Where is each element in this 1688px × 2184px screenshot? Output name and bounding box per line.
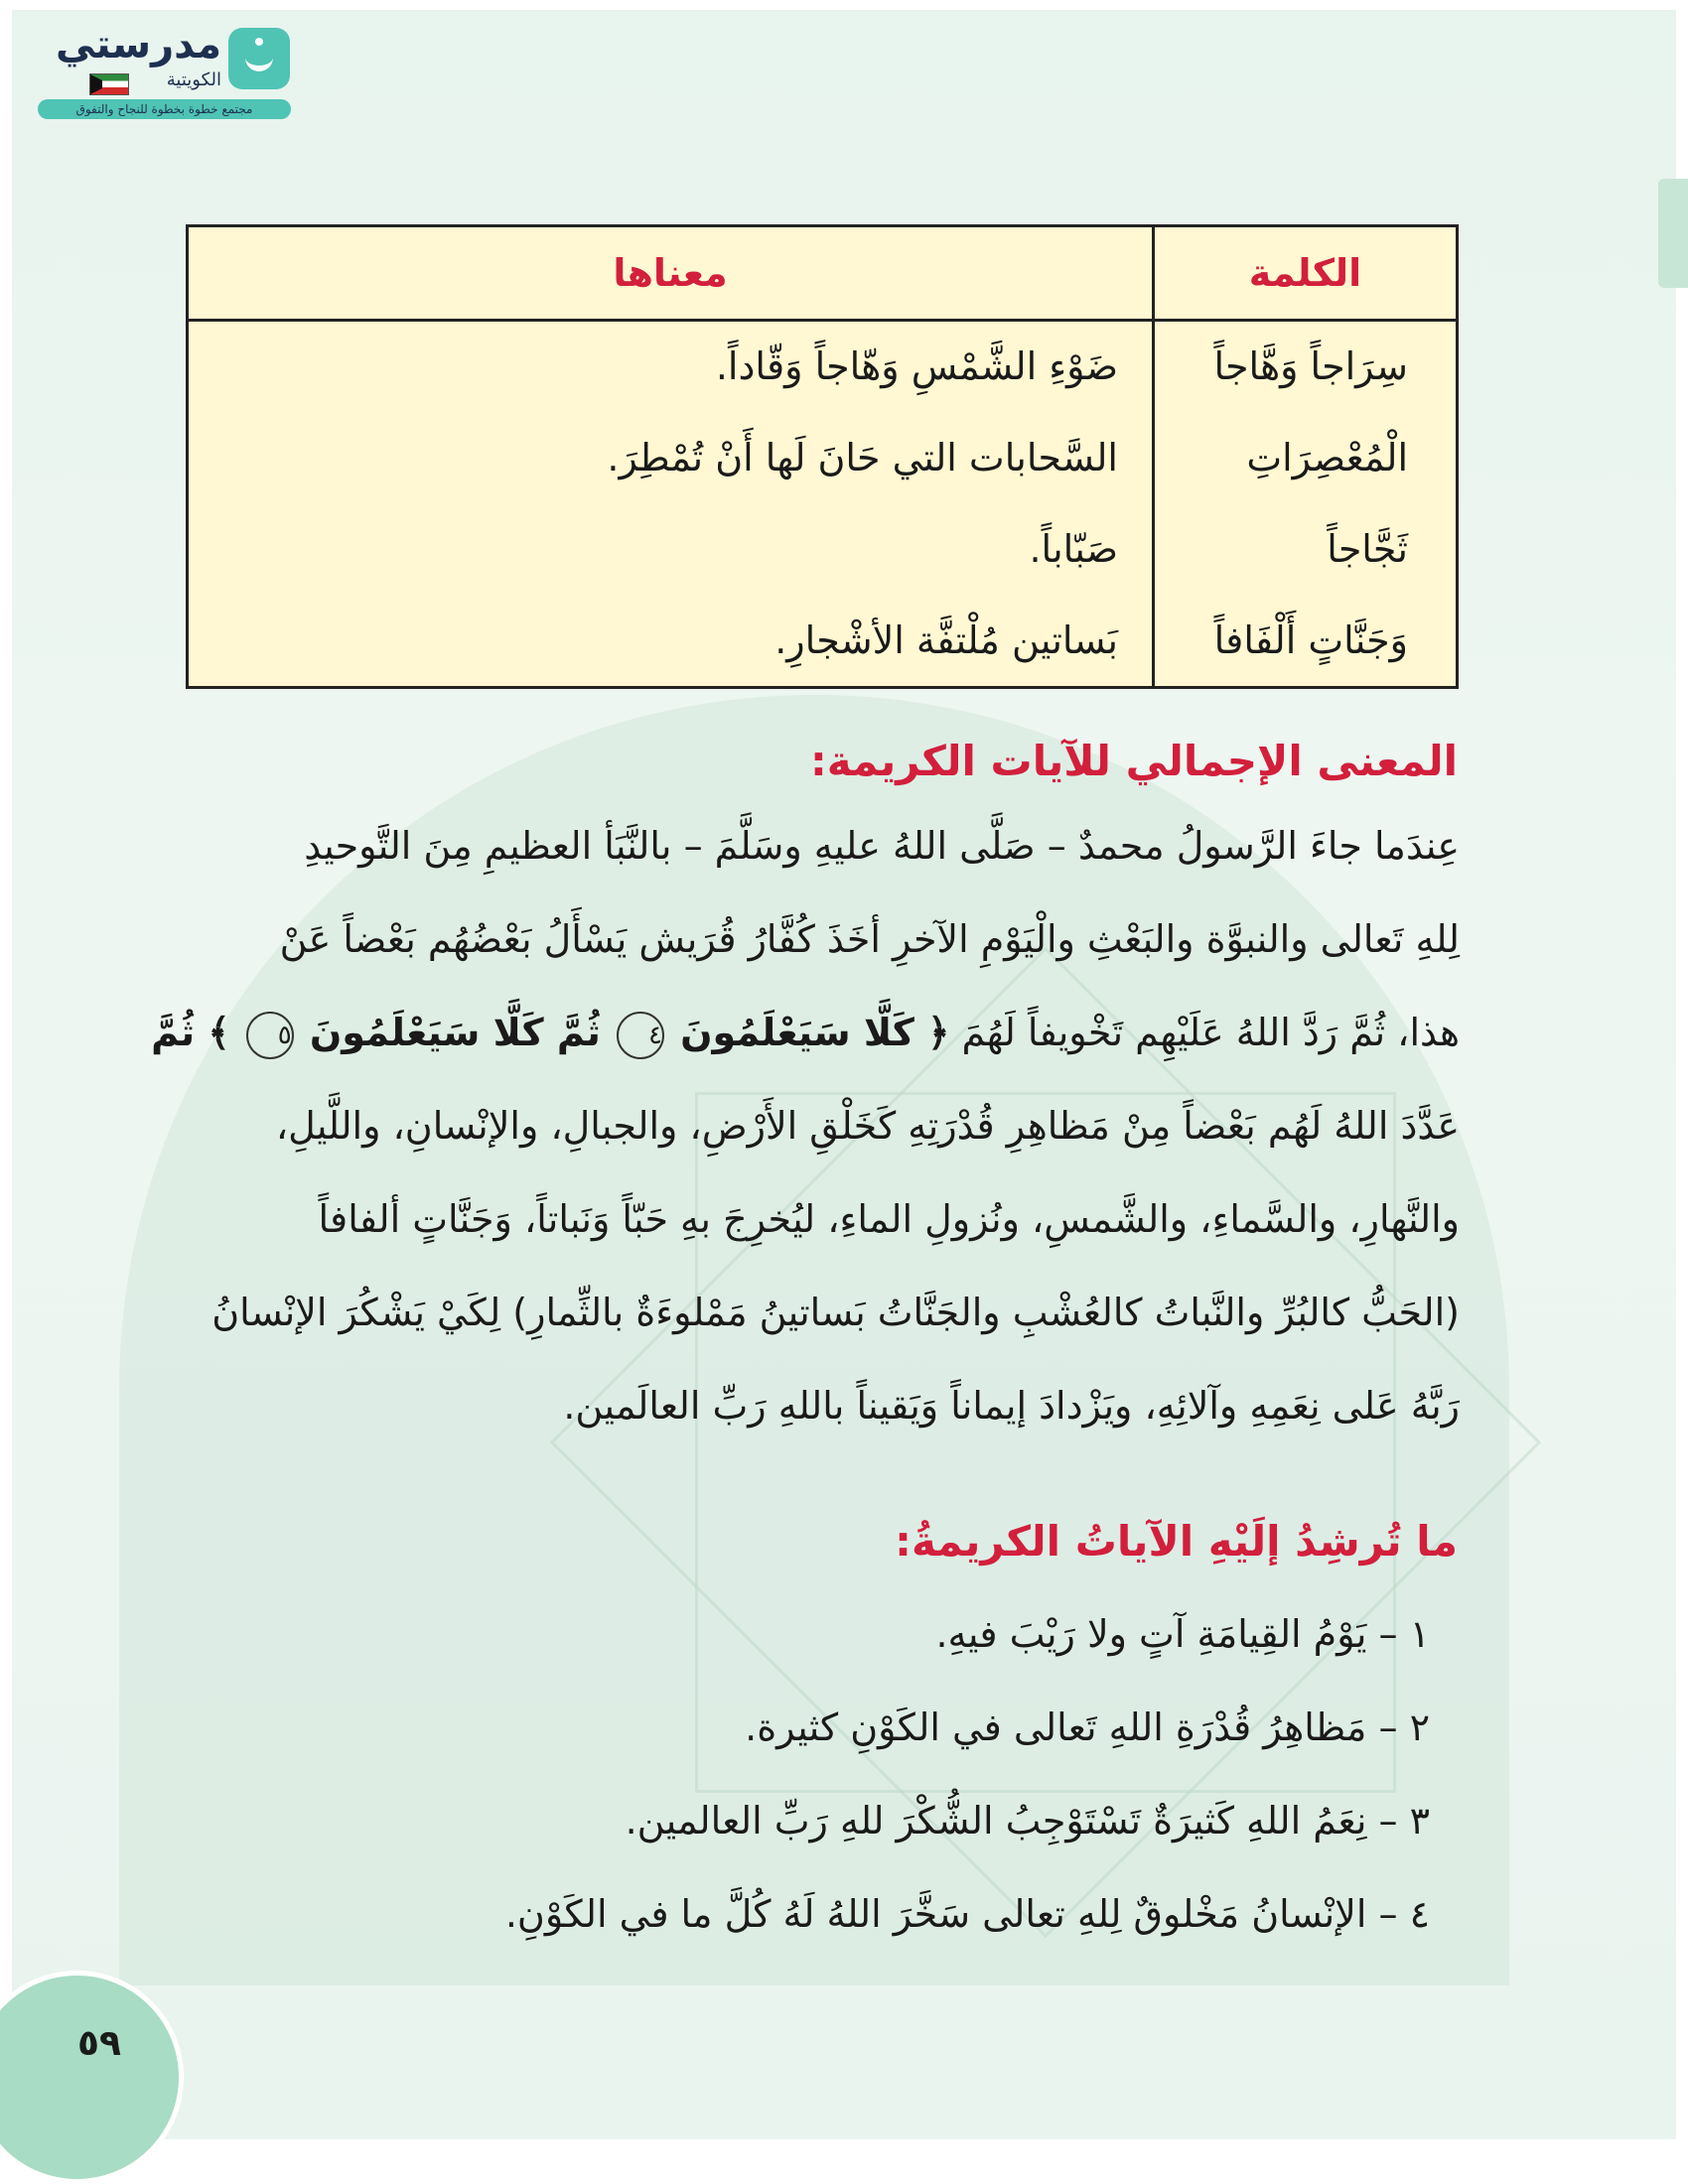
paragraph-line: عِندَما جاءَ الرَّسولُ محمدٌ – صَلَّى اللهُ عليهِ وسَلَّمَ – بالنَّبَأ العظيمِ مِنَ التَّوحيدِ [304,824,1460,868]
section-title-general-meaning: المعنى الإجمالي للآيات الكريمة: [810,737,1458,785]
table-row-word: ثَجَّاجاً [1327,527,1408,571]
ayah-number: ٥ [246,1012,294,1059]
paragraph-line: والنَّهارِ، والسَّماءِ، والشَّمسِ، ونُزولِ الماءِ، ليُخرِجَ بهِ حَبّاً وَنَباتاً، وَجَنَّاتٍ ألفافاً [318,1197,1460,1241]
list-item: ١ – يَوْمُ القِيامَةِ آتٍ ولا رَيْبَ فيهِ. [935,1612,1430,1656]
table-row-meaning: السَّحابات التي حَانَ لَها أَنْ تُمْطِرَ. [607,436,1118,479]
paragraph-line: لِلهِ تَعالى والنبوَّة والبَعْثِ والْيَوْمِ الآخرِ أخَذَ كُفَّارُ قُرَيش يَسْأَلُ بَعْضُهُم بَعْضاً عَنْ [279,917,1460,961]
table-row-meaning: صَبّاباً. [1029,527,1118,571]
page-number: ٥٩ [77,2023,121,2064]
paragraph-line: عَدَّدَ اللهُ لَهُم بَعْضاً مِنْ مَظاهِرِ قُدْرَتِهِ كَخَلْقِ الأَرْضِ، والجبالِ، والإنْسانِ، واللَّيلِ، [275,1104,1460,1148]
list-item: ٤ – الإنْسانُ مَخْلوقٌ لِلهِ تعالى سَخَّرَ اللهُ لَهُ كُلَّ ما في الكَوْنِ. [504,1892,1430,1936]
logo-name: مدرستي [55,22,221,68]
table-header-word: الكلمة [1248,251,1362,295]
quran-verse: ﴿ كَلَّا سَيَعْلَمُونَ [680,1011,950,1054]
paragraph-line: رَبَّهُ عَلى نِعَمِهِ وآلائِهِ، ويَزْدادَ إيماناً وَيَقيناً باللهِ رَبِّ العالَمين. [563,1384,1460,1428]
paragraph-line-with-ayah [151,1011,1460,1059]
logo-tagline: مجتمع خطوة بخطوة للنجاح والتفوق [38,99,291,119]
table-row-word: سِرَاجاً وَهَّاجاً [1213,344,1408,388]
ayah-number: ٤ [617,1012,664,1059]
side-tab [1658,179,1688,288]
table-row-word: الْمُعْصِرَاتِ [1246,436,1408,479]
table-row-meaning: ضَوْءِ الشَّمْسِ وَهّاجاً وَقّاداً. [715,344,1118,388]
logo-icon [228,28,290,89]
list-item: ٢ – مَظاهِرُ قُدْرَةِ اللهِ تَعالى في الكَوْنِ كثيرة. [745,1706,1430,1749]
general-meaning-paragraph [151,824,1460,1439]
table-header-meaning: معناها [613,251,728,295]
table-row-meaning: بَساتين مُلْتفَّة الأشْجارِ. [774,618,1118,662]
logo-subtitle: الكويتية [166,69,221,90]
quran-verse: ثُمَّ كَلَّا سَيَعْلَمُونَ [309,1011,601,1054]
paragraph-text: هذا، ثُمَّ رَدَّ اللهُ عَلَيْهِم تَخْويفاً لَهُمَ [961,1011,1460,1054]
kuwait-flag-icon [89,73,129,95]
vocabulary-table [186,224,1459,689]
paragraph-line: (الحَبُّ كالبُرِّ والنَّباتُ كالعُشْبِ والجَنَّاتُ بَساتينُ مَمْلوءَةٌ بالثِّمارِ) لِكَيْ يَشْكُرَ الإنْسانُ [211,1291,1460,1334]
quran-verse-close: ﴾ ثُمَّ [151,1011,230,1054]
section-title-guidance: ما تُرشِدُ إلَيْهِ الآياتُ الكريمةُ: [895,1517,1458,1566]
table-row-word: وَجَنَّاتٍ أَلْفَافاً [1213,618,1408,662]
site-logo[interactable] [38,22,296,126]
list-item: ٣ – نِعَمُ اللهِ كَثيرَةٌ تَسْتَوْجِبُ الشُّكْرَ للهِ رَبِّ العالمين. [625,1799,1430,1843]
